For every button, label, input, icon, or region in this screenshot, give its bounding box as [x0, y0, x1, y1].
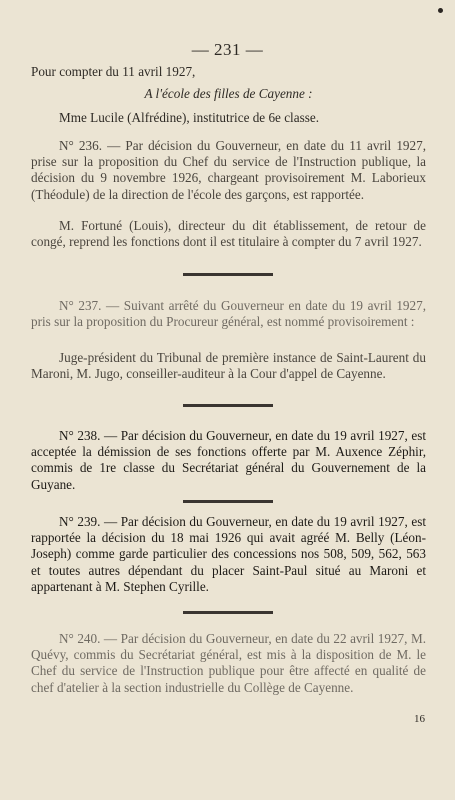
- paragraph-239-text: N° 239. — Par décision du Gouverneur, en date du 19 avril 1927, est rapportée la décision du 18 mai 1926 qui avait agréé M. Belly (Léon-Joseph) comme garde particulier des concessions nos 508, 509, 562, 563 et toutes autres dépendant du placer Saint-Paul situé au Maroni et appartenant à M. Stephen Cyrille.: [31, 514, 426, 594]
- paragraph-240-text: N° 240. — Par décision du Gouverneur, en date du 22 avril 1927, M. Quévy, commis du Secrétariat général, est mis à la disposition de M. le Chef du service de l'Instruction publique pour être affecté en qualité de chef d'atelier à la section industrielle du Collège de Cayenne.: [31, 631, 426, 695]
- heading-date-text: Pour compter du 11 avril 1927,: [31, 64, 196, 79]
- signature-number: 16: [414, 713, 425, 725]
- section-divider: [183, 611, 273, 614]
- paragraph-238: [31, 428, 426, 493]
- heading-date: [31, 64, 426, 80]
- heading-school: [31, 86, 426, 102]
- paragraph-236-followup-text: M. Fortuné (Louis), directeur du dit établissement, de retour de congé, reprend les fonctions dont il est titulaire à compter du 7 avril 1927.: [31, 218, 426, 250]
- paragraph-237: [31, 298, 426, 330]
- paragraph-238-text: N° 238. — Par décision du Gouverneur, en date du 19 avril 1927, est acceptée la démission de ses fonctions offerte par M. Auxence Zéphir, commis de 1re classe du Secrétariat général du Gouvernement de la Guyane.: [31, 428, 426, 492]
- heading-teacher: [31, 110, 426, 126]
- section-divider: [183, 273, 273, 276]
- heading-teacher-text: Mme Lucile (Alfrédine), institutrice de 6e classe.: [59, 110, 319, 125]
- section-divider: [183, 404, 273, 407]
- heading-school-text: A l'école des filles de Cayenne :: [144, 86, 313, 101]
- paragraph-236-followup: [31, 218, 426, 250]
- section-divider: [183, 500, 273, 503]
- ink-spot: [438, 8, 443, 13]
- paragraph-239: [31, 514, 426, 595]
- page-number: — 231 —: [191, 40, 264, 59]
- paragraph-237-followup: [31, 350, 426, 382]
- paragraph-240: [31, 631, 426, 696]
- paragraph-237-text: N° 237. — Suivant arrêté du Gouverneur en date du 19 avril 1927, pris sur la proposition du Procureur général, est nommé provisoirement :: [31, 298, 426, 330]
- paragraph-236: [31, 138, 426, 203]
- paragraph-237-followup-text: Juge-président du Tribunal de première instance de Saint-Laurent du Maroni, M. Jugo, conseiller-auditeur à la Cour d'appel de Cayenne.: [31, 350, 426, 382]
- paragraph-236-text: N° 236. — Par décision du Gouverneur, en date du 11 avril 1927, prise sur la proposition du Chef du service de l'Instruction publique, la décision du 9 novembre 1926, chargeant provisoirement M. Laborieux (Théodule) de la direction de l'école des garçons, est rapportée.: [31, 138, 426, 202]
